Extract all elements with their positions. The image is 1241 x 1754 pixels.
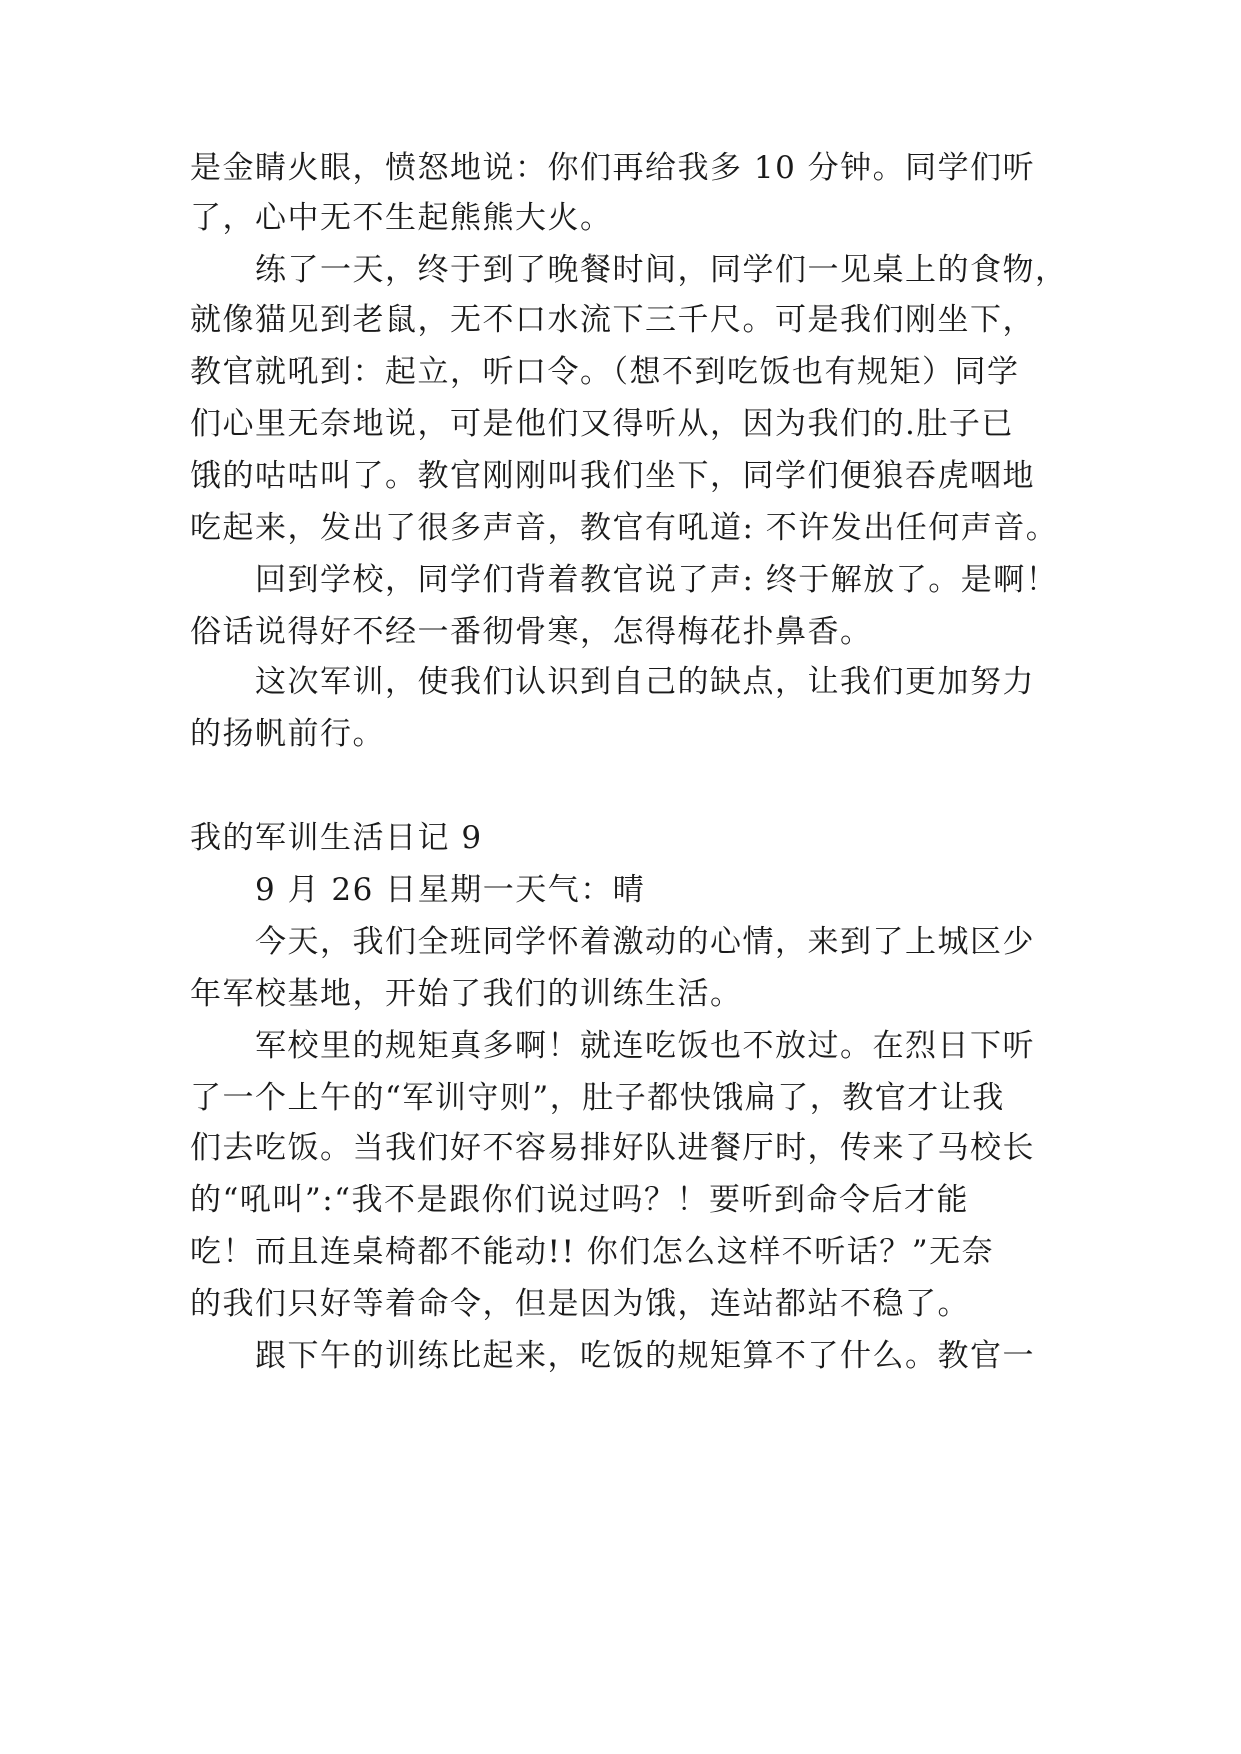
- text-line: 的扬帆前行。: [190, 716, 385, 752]
- paragraph-first-line: 军校里的规矩真多啊！就连吃饭也不放过。在烈日下听: [255, 1028, 1035, 1064]
- text-line: 吃起来，发出了很多声音，教官有吼道: 不许发出任何声音。: [190, 510, 1059, 546]
- text-line: 了一个上午的“军训守则”，肚子都快饿扁了，教官才让我: [190, 1080, 1005, 1116]
- text-line: 饿的咕咕叫了。教官刚刚叫我们坐下，同学们便狼吞虎咽地: [190, 458, 1035, 494]
- text-line: 吃！而且连桌椅都不能动!! 你们怎么这样不听话？”无奈: [190, 1234, 995, 1270]
- text-line: 的我们只好等着命令，但是因为饿，连站都站不稳了。: [190, 1286, 970, 1322]
- text-line: 年军校基地，开始了我们的训练生活。: [190, 976, 743, 1012]
- section-title: 我的军训生活日记 9: [190, 820, 483, 856]
- paragraph-first-line: 回到学校，同学们背着教官说了声: 终于解放了。是啊！: [255, 562, 1059, 598]
- text-line: 就像猫见到老鼠，无不口水流下三千尺。可是我们刚坐下，: [190, 302, 1035, 338]
- paragraph-first-line: 练了一天，终于到了晚餐时间，同学们一见桌上的食物，: [255, 252, 1068, 288]
- paragraph-first-line: 今天，我们全班同学怀着激动的心情，来到了上城区少: [255, 924, 1035, 960]
- date-line: 9 月 26 日星期一天气：晴: [255, 872, 646, 908]
- paragraph-first-line: 跟下午的训练比起来，吃饭的规矩算不了什么。教官一: [255, 1338, 1035, 1374]
- text-line: 了，心中无不生起熊熊大火。: [190, 200, 613, 236]
- paragraph-first-line: 这次军训，使我们认识到自己的缺点，让我们更加努力: [255, 664, 1035, 700]
- text-line: 是金睛火眼，愤怒地说：你们再给我多 10 分钟。同学们听: [190, 150, 1036, 186]
- text-line: 俗话说得好不经一番彻骨寒，怎得梅花扑鼻香。: [190, 614, 873, 650]
- text-line: 教官就吼到：起立，听口令。（想不到吃饭也有规矩）同学: [190, 354, 1020, 390]
- text-line: 们去吃饭。当我们好不容易排好队进餐厅时，传来了马校长: [190, 1130, 1035, 1166]
- text-line: 的“吼叫”:“我不是跟你们说过吗？！要听到命令后才能: [190, 1182, 969, 1218]
- text-line: 们心里无奈地说，可是他们又得听从，因为我们的.肚子已: [190, 406, 1014, 442]
